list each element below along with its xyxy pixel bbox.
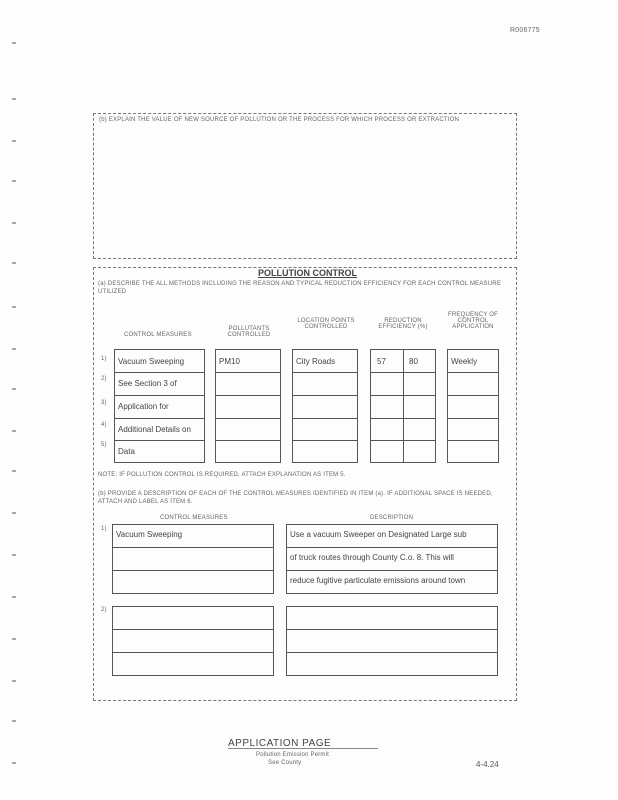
measure-text: Vacuum Sweeping bbox=[116, 530, 183, 539]
table-row-measure: Vacuum Sweeping bbox=[118, 357, 185, 366]
page-number: 4-4.24 bbox=[476, 760, 499, 769]
description-line: of truck routes through County C.o. 8. This will bbox=[290, 553, 454, 562]
footer-title: APPLICATION PAGE bbox=[228, 738, 332, 749]
table-row-reduction-high: 80 bbox=[409, 357, 418, 366]
table-row-reduction-low: 57 bbox=[377, 357, 386, 366]
section1-caption: (b) EXPLAIN THE VALUE OF NEW SOURCE OF POLLUTION OR THE PROCESS FOR WHICH PROCESS OR EXTRACTION bbox=[99, 117, 460, 123]
frequency-column bbox=[447, 349, 499, 463]
section3-question: (b) PROVIDE A DESCRIPTION OF EACH OF THE CONTROL MEASURES IDENTIFIED IN ITEM (a). IF ADDITIONAL SPACE IS NEEDED, ATTACH AND LABEL AS ITEM 6. bbox=[98, 491, 493, 505]
table-row-location: City Roads bbox=[296, 357, 336, 366]
header-location: LOCATION POINTS CONTROLLED bbox=[297, 318, 355, 330]
measure-box-2 bbox=[112, 606, 274, 676]
location-column bbox=[292, 349, 358, 463]
table-row-measure: Additional Details on bbox=[118, 425, 191, 434]
table-row-frequency: Weekly bbox=[451, 357, 478, 366]
header-reduction: REDUCTION EFFICIENCY (%) bbox=[378, 318, 428, 330]
description-box-2 bbox=[286, 606, 498, 676]
description-line: reduce fugitive particulate emissions around town bbox=[290, 576, 466, 585]
header-frequency: FREQUENCY OF CONTROL APPLICATION bbox=[448, 312, 498, 330]
header-description: DESCRIPTION bbox=[370, 515, 414, 521]
table-row-pollutant: PM10 bbox=[219, 357, 240, 366]
section1-box bbox=[93, 113, 517, 259]
description-line: Use a vacuum Sweeper on Designated Large sub bbox=[290, 530, 467, 539]
table-row-measure: Application for bbox=[118, 402, 169, 411]
section2-note: NOTE: IF POLLUTION CONTROL IS REQUIRED, ATTACH EXPLANATION AS ITEM 5. bbox=[98, 472, 346, 478]
pollutants-column bbox=[215, 349, 281, 463]
table-row-measure: See Section 3 of bbox=[118, 379, 177, 388]
table-row-measure: Data bbox=[118, 447, 135, 456]
footer-subtitle: Pollution Emission Permit bbox=[256, 752, 330, 758]
header-pollutants: POLLUTANTS CONTROLLED bbox=[227, 326, 271, 338]
document-id: R006775 bbox=[510, 27, 540, 34]
section2-question: (a) DESCRIBE THE ALL METHODS INCLUDING THE REASON AND TYPICAL REDUCTION EFFICIENCY FOR EACH CONTROL MEASURE UTILIZED bbox=[98, 281, 502, 295]
section2-title: POLLUTION CONTROL bbox=[258, 268, 357, 278]
header-control-measure: CONTROL MEASURES bbox=[160, 515, 228, 521]
footer-subtitle-2: See County bbox=[268, 760, 302, 766]
header-control-measures: CONTROL MEASURES bbox=[124, 332, 192, 338]
